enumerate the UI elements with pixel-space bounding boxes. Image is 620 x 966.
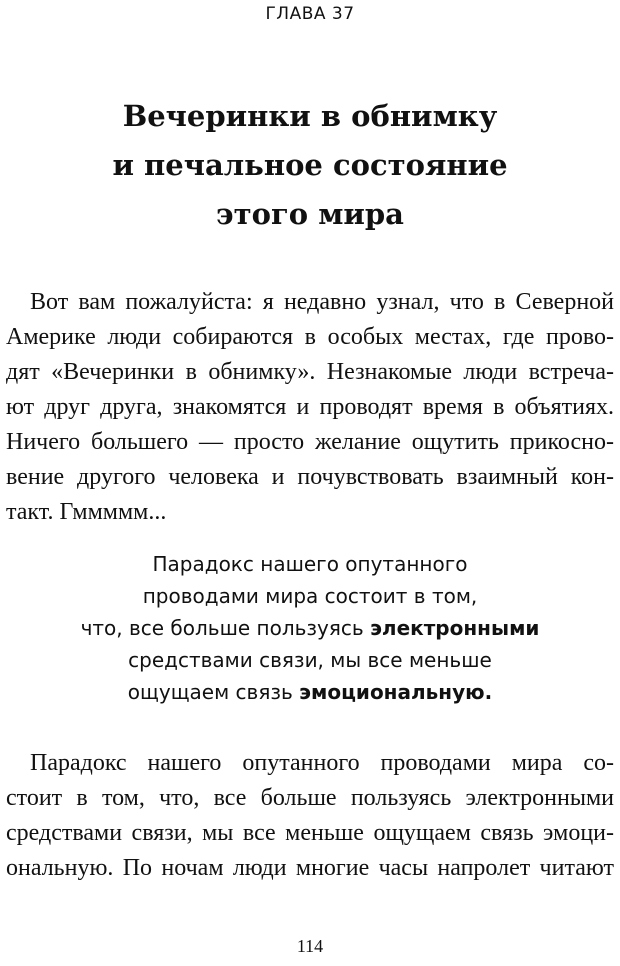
paragraph-line: вение другого человека и почувствовать взаимный кон- <box>6 464 614 490</box>
paragraph-line: Ничего большего — просто желание ощутить прикосно- <box>6 429 614 455</box>
pull-quote-line: Парадокс нашего опутанного <box>152 552 468 576</box>
paragraph-line: стоит в том, что, все больше пользуясь электронными <box>6 785 614 811</box>
pull-quote-text: что, все больше пользуясь <box>80 616 371 640</box>
paragraph-line: средствами связи, мы все меньше ощущаем связь эмоци- <box>6 820 614 846</box>
body-paragraph-2 <box>6 746 614 886</box>
paragraph-line: дят «Вечеринки в обнимку». Незнакомые люди встреча- <box>6 359 614 385</box>
pull-quote-line <box>0 676 620 708</box>
pull-quote-line <box>0 612 620 644</box>
chapter-title-line: Вечеринки в обнимку <box>122 99 498 133</box>
body-paragraph-1 <box>6 285 614 530</box>
pull-quote-line: средствами связи, мы все меньше <box>128 648 492 672</box>
paragraph-line: Вот вам пожалуйста: я недавно узнал, что в Северной <box>30 289 614 315</box>
chapter-title-line: и печальное состояние <box>112 148 508 182</box>
pull-quote-text: ощущаем связь <box>127 680 300 704</box>
paragraph-line: Америке люди собираются в особых местах, где прово- <box>6 324 614 350</box>
pull-quote <box>0 548 620 708</box>
pull-quote-line: проводами мира состоит в том, <box>142 584 478 608</box>
paragraph-line: такт. Гммммм... <box>6 499 167 525</box>
pull-quote-emphasis: эмоциональную. <box>299 680 493 704</box>
chapter-title <box>0 92 620 239</box>
pull-quote-emphasis: электронными <box>370 616 540 640</box>
paragraph-line: Парадокс нашего опутанного проводами мира со- <box>30 750 614 776</box>
chapter-label: ГЛАВА 37 <box>265 4 355 24</box>
paragraph-line: ональную. По ночам люди многие часы напролет читают <box>6 855 614 881</box>
chapter-title-line: этого мира <box>216 197 404 231</box>
paragraph-line: ют друг друга, знакомятся и проводят время в объятиях. <box>6 394 614 420</box>
page-number: 114 <box>296 936 324 956</box>
